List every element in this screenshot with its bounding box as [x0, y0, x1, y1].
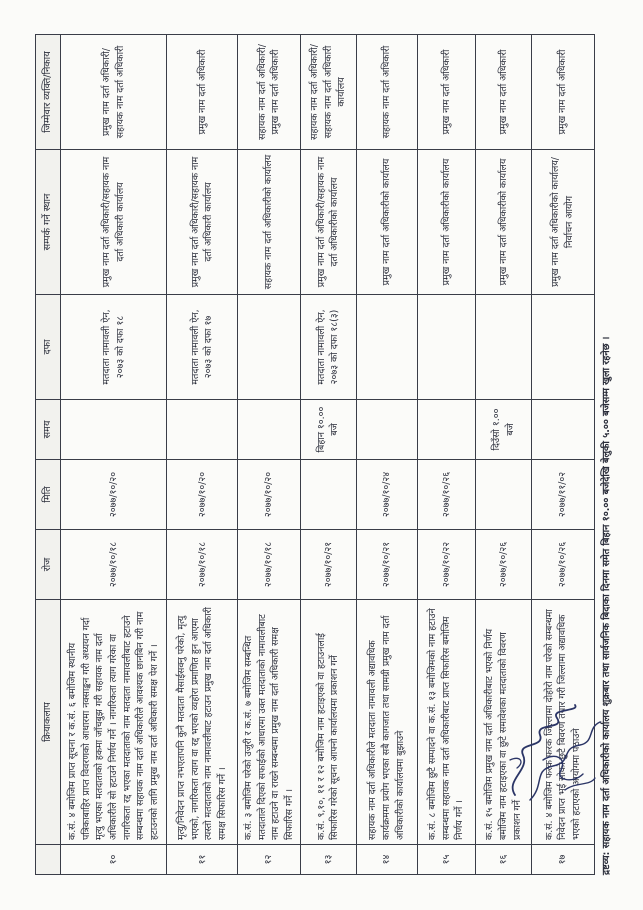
row-sn: १० — [61, 845, 167, 875]
row-activity: मृत्यु/निवेदन प्राप्त नभएतापनि कुनै मतदाता मैसाईसक्नु परेको, मृत्यु भएको, नागरिकता त्याग वा रद्द भएको व्यहोरा प्रमाणित हुन आएमा त्यस्तो मतदाताको नाम नामावलीबाट हटाउन प्रमुख नाम दर्ता अधिकारी समक्ष सिफारिस गर्ने । — [167, 600, 238, 845]
footnote: द्रष्टव्य: सहायक नाम दर्ता अधिकारीको कार्यालय शुक्रबार तथा सार्वजनिक बिदाका दिनमा समेत बिहान १०.०० बजेदेखि बेलुकी ५.०० बजेसम्म खुला रहनेछ । — [601, 336, 612, 875]
row-time — [238, 400, 301, 460]
row-time: दिउँसो १.०० बजे — [476, 400, 532, 460]
header-day: रोज — [36, 530, 61, 600]
table-row — [61, 35, 167, 875]
row-activity: क.सं. ३ बमोजिम परेको उजुरी र क.सं. ७ बमोजिम सम्बन्धित मतदाताले दिएको सफाईको आधारमा उक्त मतदाताको नामावलीबाट नाम हटाउने वा राख्ने सम्बन्धमा प्रमुख नाम दर्ता अधिकारी समक्ष सिफारिस गर्ने । — [238, 600, 301, 845]
row-law — [532, 295, 595, 400]
header-responsible: जिम्मेवार व्यक्ति/निकाय — [36, 35, 61, 150]
row-activity: क.सं. ९,१०, ११ र १२ बमोजिम नाम हटाइएको वा हटाउनलाई सिफारिस गरेको सूचना आफ्नो कार्यालयमा प्रकाशन गर्ने — [301, 600, 357, 845]
row-responsible: सहायक नाम दर्ता अधिकारी/सहायक नाम दर्ता अधिकारी कार्यालय — [301, 35, 357, 150]
row-responsible: सहायक नाम दर्ता अधिकारी/प्रमुख नाम दर्ता अधिकारी — [238, 35, 301, 150]
row-contact: प्रमुख नाम दर्ता अधिकारी/सहायक नाम दर्ता अधिकारी कार्यालय — [167, 150, 238, 295]
row-activity: क.सं. ४ बमोजिम प्राप्त सूचना र क.सं. ६ बमोजिम स्थानीय पत्रिकाबाहिर प्राप्त विवरणको आधारमा नक्साङ्कन गरी अध्ययन गर्दा मृत्यु भएका मतदाताको हकमा जाँचबुझ गरी सहायक नाम दर्ता अधिकारीले सो हटाउने निर्णय गर्ने । नागरिकता त्याग गरेका वा नागरिकता रद्द भएका मतदाताको नाम मतदाता नामावलीबाट हटाउने सम्बन्धमा सहायक नाम दर्ता अधिकारीले आवश्यक छानबिन गरी नाम हटाउनको लागि प्रमुख नाम दर्ता अधिकारी समक्ष पेश गर्ने । — [61, 600, 167, 845]
row-activity: सहायक नाम दर्ता अधिकारीले मतदाता नामावली अद्यावधिक कार्यक्रममा प्रयोग भएका सबै कागजात तथा सामग्री प्रमुख नाम दर्ता अधिकारीको कार्यालयमा बुझाउने — [356, 600, 417, 845]
row-date: २०७७/१०/२० — [167, 460, 238, 530]
row-date — [301, 460, 357, 530]
row-law: मतदाता नामावली ऐन, २०७३ को दफा १८ — [61, 295, 167, 400]
row-contact: प्रमुख नाम दर्ता अधिकारीको कार्यालय — [356, 150, 417, 295]
header-contact: सम्पर्क गर्ने स्थान — [36, 150, 61, 295]
row-day: २०७७/१०/२२ — [417, 530, 476, 600]
row-time — [356, 400, 417, 460]
row-responsible: प्रमुख नाम दर्ता अधिकारी — [476, 35, 532, 150]
header-activity: क्रियाकलाप — [36, 600, 61, 845]
row-sn: १४ — [356, 845, 417, 875]
row-sn: १५ — [417, 845, 476, 875]
row-law — [238, 295, 301, 400]
row-law: मतदाता नामावली ऐन, २०७३ को दफा १८(३) — [301, 295, 357, 400]
row-day: २०७७/१०/२६ — [476, 530, 532, 600]
row-day: २०७७/१०/१८ — [61, 530, 167, 600]
table-row — [238, 35, 301, 875]
table-row — [301, 35, 357, 875]
row-sn: १२ — [238, 845, 301, 875]
header-date: मिति — [36, 460, 61, 530]
row-contact: प्रमुख नाम दर्ता अधिकारी/सहायक नाम दर्ता अधिकारीको कार्यालय — [301, 150, 357, 295]
row-day: २०७७/१०/१८ — [167, 530, 238, 600]
row-date: २०७७/१०/२० — [61, 460, 167, 530]
row-date: २०७७/१०/२४ — [356, 460, 417, 530]
header-time: समय — [36, 400, 61, 460]
header-law: दफा — [36, 295, 61, 400]
row-time — [532, 400, 595, 460]
row-sn: १७ — [532, 845, 595, 875]
row-date: २०७७/११/०२ — [532, 460, 595, 530]
table-row — [167, 35, 238, 875]
row-law — [476, 295, 532, 400]
row-activity: क.सं. ४ बमोजिम फरक फरक जिल्लामा दोहोरो नाम परेको सम्बन्धमा निवेदन प्राप्त भई सोको छुटै बिवरण तयार गरी जिल्लामा अद्यावधिक भएको हटाएको आयोगमा पठाउने — [532, 600, 595, 845]
row-time — [417, 400, 476, 460]
header-sn — [36, 845, 61, 875]
row-responsible: सहायक नाम दर्ता अधिकारी — [356, 35, 417, 150]
row-law: मतदाता नामावली ऐन, २०७३ को दफा १७ — [167, 295, 238, 400]
row-activity: क.सं. १५ बमोजिम प्रमुख नाम दर्ता अधिकारीबाट भएको निर्णय बमोजिम नाम हटाइएका वा छुटे समावेशका मतदाताको विवरण प्रकाशन गर्ने — [476, 600, 532, 845]
row-sn: ११ — [167, 845, 238, 875]
row-date: २०७७/१०/२६ — [417, 460, 476, 530]
row-day: २०७७/१०/२१ — [356, 530, 417, 600]
row-responsible: प्रमुख नाम दर्ता अधिकारी/सहायक नाम दर्ता अधिकारी — [61, 35, 167, 150]
table-row — [356, 35, 417, 875]
row-contact: प्रमुख नाम दर्ता अधिकारी/सहायक नाम दर्ता अधिकारी कार्यालय — [61, 150, 167, 295]
row-day: २०७७/१०/१८ — [238, 530, 301, 600]
row-law — [356, 295, 417, 400]
row-responsible: प्रमुख नाम दर्ता अधिकारी — [417, 35, 476, 150]
row-contact: प्रमुख नाम दर्ता अधिकारीको कार्यालय/निर्वाचन आयोग — [532, 150, 595, 295]
table-row — [417, 35, 476, 875]
row-contact: प्रमुख नाम दर्ता अधिकारीको कार्यालय — [476, 150, 532, 295]
row-sn: १६ — [476, 845, 532, 875]
row-responsible: प्रमुख नाम दर्ता अधिकारी — [532, 35, 595, 150]
row-time — [167, 400, 238, 460]
row-activity: क.सं. ८ बमोजिम छुटै सम्पादने वा क.सं. १३ बमोजिमको नाम हटाउने सम्बन्धमा सहायक नाम दर्ता अधिकारीबाट प्राप्त सिफारिस बमोजिम निर्णय गर्ने । — [417, 600, 476, 845]
row-date: २०७७/१०/२० — [238, 460, 301, 530]
row-contact: प्रमुख नाम दर्ता अधिकारीको कार्यालय — [417, 150, 476, 295]
header-row — [36, 35, 61, 875]
row-law — [417, 295, 476, 400]
row-day: २०७७/१०/२६ — [532, 530, 595, 600]
row-date — [476, 460, 532, 530]
row-day: २०७७/१०/२१ — [301, 530, 357, 600]
row-time — [61, 400, 167, 460]
row-contact: सहायक नाम दर्ता अधिकारीको कार्यालय — [238, 150, 301, 295]
row-time: बिहान १०.०० बजे — [301, 400, 357, 460]
row-sn: १३ — [301, 845, 357, 875]
row-responsible: प्रमुख नाम दर्ता अधिकारी — [167, 35, 238, 150]
handwritten-signature — [495, 700, 605, 805]
